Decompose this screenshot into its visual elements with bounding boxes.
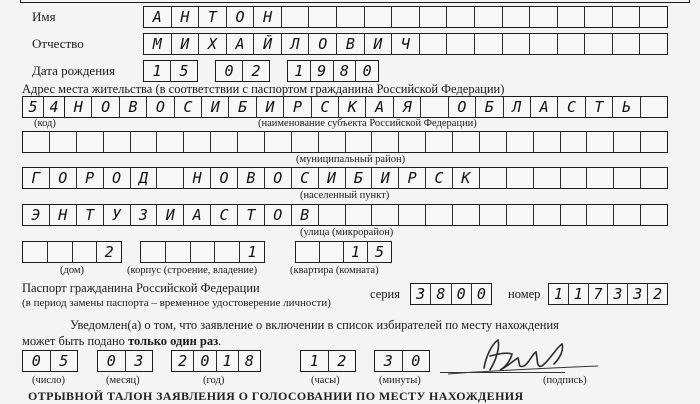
char-cell: А [227, 34, 255, 54]
char-cell [587, 132, 614, 152]
notice-line-2-bold: только один раз [128, 334, 219, 348]
char-cell [585, 34, 613, 54]
char-cell [184, 132, 211, 152]
passport-label: Паспорт гражданина Российской Федерации [22, 281, 260, 295]
char-cell: 0 [98, 351, 126, 371]
char-cell: И [172, 34, 200, 54]
sign-year-field[interactable] [171, 350, 261, 372]
char-cell: В [337, 34, 365, 54]
char-cell: 1 [569, 284, 589, 304]
char-cell [104, 132, 131, 152]
notice-period: . [218, 334, 222, 348]
char-cell [23, 242, 48, 262]
char-cell [426, 205, 453, 225]
char-cell [641, 132, 667, 152]
district-caption: (муниципальный район) [296, 154, 406, 165]
sign-minutes-field[interactable] [374, 350, 430, 372]
char-cell: Т [77, 205, 104, 225]
char-cell: И [202, 97, 229, 117]
char-cell: О [92, 97, 119, 117]
char-cell: 0 [362, 61, 372, 80]
char-cell [561, 168, 588, 188]
char-cell [320, 242, 344, 262]
sign-hours-field[interactable] [300, 350, 356, 372]
sign-hours-caption: (часы) [311, 375, 340, 386]
char-cell: 0 [194, 351, 216, 371]
region-caption: (наименование субъекта Российской Федерации) [258, 118, 477, 129]
char-cell [641, 205, 667, 225]
char-cell [48, 242, 73, 262]
char-cell: А [144, 7, 172, 27]
char-cell: А [184, 205, 211, 225]
char-cell [157, 168, 184, 188]
char-cell [587, 168, 614, 188]
char-cell [507, 205, 534, 225]
char-cell [561, 132, 588, 152]
char-cell: З [131, 205, 158, 225]
series-label: серия [370, 287, 400, 301]
char-cell [131, 132, 158, 152]
patronymic-field[interactable] [143, 33, 668, 55]
char-cell: У [104, 205, 131, 225]
birth-date-label: Дата рождения [32, 63, 116, 78]
char-cell: С [312, 97, 339, 117]
footer-title: ОТРЫВНОЙ ТАЛОН ЗАЯВЛЕНИЯ О ГОЛОСОВАНИИ ПО МЕСТУ НАХОЖДЕНИЯ [28, 389, 524, 403]
char-cell: О [449, 97, 476, 117]
char-cell: С [211, 205, 238, 225]
code-caption: (код) [34, 118, 56, 129]
char-cell [77, 132, 104, 152]
house-field[interactable] [22, 241, 122, 263]
char-cell [399, 132, 426, 152]
char-cell: С [292, 168, 319, 188]
char-cell: Й [254, 34, 282, 54]
char-cell: И [157, 205, 184, 225]
char-cell [346, 132, 373, 152]
name-label: Имя [32, 9, 56, 24]
char-cell: Б [229, 97, 256, 117]
char-cell [475, 34, 503, 54]
char-cell [530, 7, 558, 27]
char-cell: Н [50, 205, 77, 225]
sign-year-caption: (год) [203, 375, 225, 386]
char-cell: 1 [301, 351, 329, 371]
char-cell: Т [238, 205, 265, 225]
char-cell: 2 [337, 351, 347, 370]
notice-line-1: Уведомлен(а) о том, что заявление о включении в список избирателей по месту нахождения [70, 318, 559, 332]
char-cell: К [339, 97, 366, 117]
char-cell: Т [586, 97, 613, 117]
char-cell: К [453, 168, 480, 188]
char-cell: 0 [411, 351, 421, 370]
char-cell [641, 97, 667, 117]
char-cell: А [366, 97, 393, 117]
char-cell [480, 168, 507, 188]
char-cell: С [426, 168, 453, 188]
char-cell: 2 [251, 61, 261, 80]
char-cell [507, 168, 534, 188]
building-caption: (корпус (строение, владение) [127, 265, 258, 276]
building-field[interactable] [140, 241, 265, 263]
char-cell [211, 132, 238, 152]
char-cell: 4 [49, 97, 59, 116]
char-cell [50, 132, 77, 152]
char-cell [447, 7, 475, 27]
char-cell [399, 205, 426, 225]
char-cell: 3 [628, 284, 648, 304]
char-cell [166, 242, 191, 262]
char-cell: 1 [217, 351, 239, 371]
house-caption: (дом) [60, 265, 85, 276]
char-cell: 3 [375, 351, 403, 371]
char-cell [447, 34, 475, 54]
char-cell: Л [282, 34, 310, 54]
char-cell: О [265, 205, 292, 225]
char-cell: 1 [549, 284, 569, 304]
char-cell: Э [23, 205, 50, 225]
char-cell [372, 132, 399, 152]
char-cell: В [238, 168, 265, 188]
char-cell [585, 7, 613, 27]
char-cell: Н [254, 7, 282, 27]
street-field[interactable] [22, 204, 668, 226]
char-cell: 1 [288, 61, 311, 81]
previous-field-box [20, 0, 690, 3]
char-cell [365, 7, 393, 27]
char-cell [613, 34, 641, 54]
street-caption: (улица (микрорайон) [300, 227, 394, 238]
address-heading: Адрес места жительства (в соответствии с паспортом гражданина Российской Федерации) [22, 82, 505, 96]
char-cell [238, 132, 265, 152]
char-cell [296, 242, 320, 262]
char-cell [640, 34, 667, 54]
char-cell [392, 7, 420, 27]
char-cell: 1 [144, 61, 171, 81]
char-cell [507, 132, 534, 152]
char-cell: М [144, 34, 172, 54]
char-cell [157, 132, 184, 152]
char-cell: В [292, 205, 319, 225]
char-cell: А [531, 97, 558, 117]
char-cell: 5 [23, 97, 44, 117]
sign-day-caption: (число) [32, 375, 66, 386]
char-cell [23, 132, 50, 152]
char-cell [282, 7, 310, 27]
char-cell [426, 132, 453, 152]
char-cell [215, 242, 240, 262]
char-cell [372, 205, 399, 225]
char-cell: 1 [247, 242, 257, 261]
apartment-field[interactable] [295, 241, 392, 263]
char-cell: 2 [104, 242, 114, 261]
char-cell [587, 205, 614, 225]
char-cell [319, 132, 346, 152]
char-cell: Р [399, 168, 426, 188]
char-cell: Ь [613, 97, 640, 117]
notice-line-2-text: может быть подано [22, 334, 125, 348]
char-cell: 9 [311, 61, 334, 81]
signature-caption: (подпись) [543, 375, 587, 386]
char-cell: 5 [179, 61, 189, 80]
char-cell [534, 132, 561, 152]
birth-month-field[interactable] [215, 60, 270, 82]
char-cell [292, 132, 319, 152]
char-cell [453, 205, 480, 225]
passport-number-field[interactable] [548, 283, 668, 305]
char-cell [265, 132, 292, 152]
char-cell: И [372, 168, 399, 188]
sign-minutes-caption: (минуты) [379, 375, 421, 386]
number-label: номер [508, 287, 541, 301]
passport-series-field[interactable] [410, 283, 492, 305]
char-cell: С [175, 97, 202, 117]
char-cell: Х [199, 34, 227, 54]
char-cell [640, 7, 667, 27]
char-cell [453, 132, 480, 152]
char-cell [191, 242, 216, 262]
district-field[interactable] [22, 131, 668, 153]
char-cell: 8 [244, 351, 254, 370]
char-cell [346, 205, 373, 225]
char-cell: 0 [23, 351, 51, 371]
char-cell [309, 7, 337, 27]
char-cell [503, 7, 531, 27]
char-cell [73, 242, 98, 262]
char-cell: О [227, 7, 255, 27]
char-cell [614, 205, 641, 225]
sign-month-caption: (месяц) [106, 375, 140, 386]
char-cell [480, 132, 507, 152]
char-cell: 3 [134, 351, 144, 370]
char-cell [475, 7, 503, 27]
char-cell: Р [284, 97, 311, 117]
char-cell [561, 205, 588, 225]
char-cell: 5 [374, 242, 385, 261]
char-cell [530, 34, 558, 54]
char-cell: Л [504, 97, 531, 117]
sign-day-field[interactable] [22, 350, 78, 372]
char-cell [141, 242, 166, 262]
sign-month-field[interactable] [97, 350, 153, 372]
char-cell [613, 7, 641, 27]
char-cell [614, 132, 641, 152]
char-cell [420, 34, 448, 54]
char-cell [319, 205, 346, 225]
char-cell: 3 [411, 284, 431, 304]
signature-line [440, 372, 565, 373]
region-name-field[interactable] [64, 96, 668, 118]
char-cell: Т [199, 7, 227, 27]
char-cell: 0 [216, 61, 243, 81]
char-cell [534, 205, 561, 225]
char-cell: 1 [344, 242, 368, 262]
char-cell: О [147, 97, 174, 117]
char-cell [558, 7, 586, 27]
char-cell: Н [184, 168, 211, 188]
char-cell: И [257, 97, 284, 117]
char-cell: Н [172, 7, 200, 27]
passport-sublabel: (в период замены паспорта – временное удостоверение личности) [22, 297, 331, 309]
region-code-field[interactable] [22, 96, 65, 118]
birth-year-field[interactable] [287, 60, 379, 82]
char-cell: 8 [431, 284, 451, 304]
char-cell: 5 [59, 351, 69, 370]
char-cell: О [309, 34, 337, 54]
birth-day-field[interactable] [143, 60, 198, 82]
char-cell: Ч [392, 34, 420, 54]
char-cell: 0 [476, 284, 486, 303]
apartment-caption: (квартира (комната) [290, 265, 379, 276]
char-cell: Д [131, 168, 158, 188]
char-cell: Н [65, 97, 92, 117]
char-cell [480, 205, 507, 225]
char-cell: 0 [452, 284, 472, 304]
char-cell [503, 34, 531, 54]
char-cell: О [265, 168, 292, 188]
locality-field[interactable] [22, 167, 668, 189]
char-cell [420, 7, 448, 27]
char-cell: 2 [172, 351, 194, 371]
char-cell [558, 34, 586, 54]
char-cell [337, 7, 365, 27]
char-cell: Р [77, 168, 104, 188]
char-cell: 8 [334, 61, 357, 81]
char-cell: Г [23, 168, 50, 188]
char-cell: Я [394, 97, 421, 117]
char-cell: И [365, 34, 393, 54]
char-cell: 7 [589, 284, 609, 304]
char-cell: Б [476, 97, 503, 117]
char-cell: О [211, 168, 238, 188]
char-cell: И [319, 168, 346, 188]
char-cell: 2 [653, 284, 663, 303]
char-cell [614, 168, 641, 188]
char-cell: О [50, 168, 77, 188]
char-cell: В [120, 97, 147, 117]
notice-line-2 [22, 334, 221, 349]
locality-caption: (населенный пункт) [300, 190, 390, 201]
char-cell [534, 168, 561, 188]
char-cell: 3 [608, 284, 628, 304]
char-cell: Б [346, 168, 373, 188]
char-cell [421, 97, 448, 117]
name-field[interactable] [143, 6, 668, 28]
patronymic-label: Отчество [32, 36, 84, 51]
char-cell: О [104, 168, 131, 188]
char-cell [641, 168, 667, 188]
char-cell: С [558, 97, 585, 117]
